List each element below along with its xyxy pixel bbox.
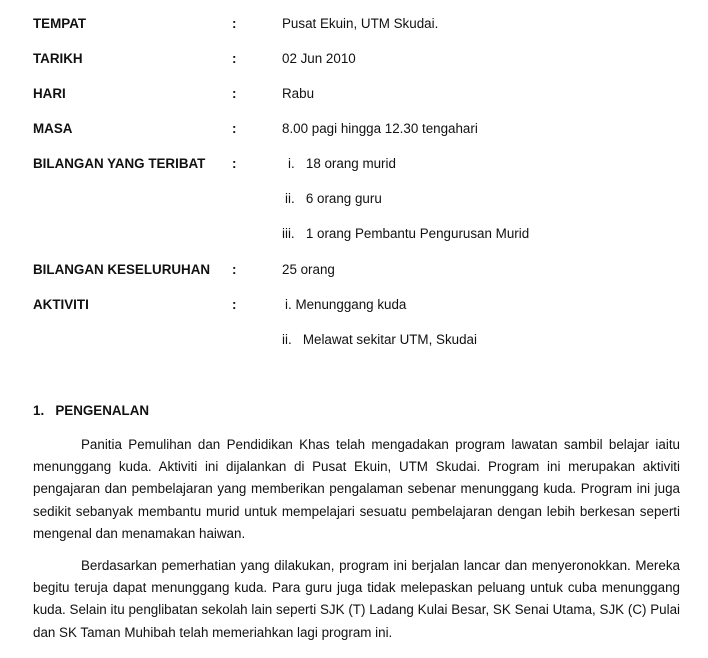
- list-number: ii.: [282, 332, 292, 347]
- list-number: i.: [288, 156, 295, 171]
- colon: :: [232, 156, 237, 171]
- row-bilangan-terlibat: [0, 154, 708, 174]
- colon: :: [232, 297, 237, 312]
- value-tarikh: 02 Jun 2010: [282, 51, 356, 66]
- list-item: [288, 154, 396, 174]
- paragraph: Berdasarkan pemerhatian yang dilakukan, program ini berjalan lancar dan menyeronokkan. Mereka begitu teruja dapat menunggang kuda. Para guru juga tidak melepaskan peluang untuk cuba menunggang kuda. Selain itu penglibatan sekolah lain seperti SJK (T) Ladang Kulai Besar, SK Senai Utama, SJK (C) Pulai dan SK Taman Muhibah telah memeriahkan lagi program ini.: [33, 558, 680, 640]
- list-text: 1 orang Pembantu Pengurusan Murid: [305, 226, 530, 241]
- list-text: Melawat sekitar UTM, Skudai: [302, 332, 477, 347]
- list-number: ii.: [285, 191, 295, 206]
- label-bilangan-terlibat: BILANGAN YANG TERIBAT: [33, 156, 206, 171]
- list-text: 6 orang guru: [305, 191, 382, 206]
- list-number: i.: [285, 297, 292, 312]
- list-number: iii.: [282, 226, 295, 241]
- value-hari: Rabu: [282, 86, 315, 101]
- section-heading: 1. PENGENALAN: [33, 403, 150, 418]
- row-hari: [0, 84, 708, 104]
- row-masa: [0, 119, 708, 139]
- label-masa: MASA: [33, 121, 73, 136]
- label-tarikh: TARIKH: [33, 51, 83, 66]
- colon: :: [232, 121, 237, 136]
- list-item: [282, 224, 529, 244]
- list-item: [282, 330, 477, 350]
- row-bilangan-terlibat-3: [0, 224, 708, 244]
- row-aktiviti-2: [0, 330, 708, 350]
- list-item: [285, 295, 406, 315]
- list-text: 18 orang murid: [305, 156, 396, 171]
- colon: :: [232, 262, 237, 277]
- value-masa: 8.00 pagi hingga 12.30 tengahari: [282, 121, 478, 136]
- colon: :: [232, 51, 237, 66]
- paragraph: Panitia Pemulihan dan Pendidikan Khas telah mengadakan program lawatan sambil belajar iaitu menunggang kuda. Aktiviti ini dijalankan di Pusat Ekuin, UTM Skudai. Program ini merupakan aktiviti pengajaran dan pembelajaran yang memberikan pengalaman sebenar menunggang kuda. Program ini juga sedikit sebanyak membantu murid untuk mempelajari sesuatu pembelajaran dengan lebih berkesan seperti mengenal dan menamakan haiwan.: [33, 437, 680, 541]
- row-aktiviti: [0, 295, 708, 315]
- label-aktiviti: AKTIVITI: [33, 297, 89, 312]
- row-tempat: [0, 14, 708, 34]
- colon: :: [232, 16, 237, 31]
- label-hari: HARI: [33, 86, 66, 101]
- list-item: [285, 189, 382, 209]
- value-tempat: Pusat Ekuin, UTM Skudai.: [282, 16, 439, 31]
- value-bilangan-keseluruhan: 25 orang: [282, 262, 335, 277]
- row-bilangan-keseluruhan: [0, 260, 708, 280]
- row-tarikh: [0, 49, 708, 69]
- label-bilangan-keseluruhan: BILANGAN KESELURUHAN: [33, 262, 211, 277]
- colon: :: [232, 86, 237, 101]
- list-text: Menunggang kuda: [295, 297, 407, 312]
- label-tempat: TEMPAT: [33, 16, 87, 31]
- row-bilangan-terlibat-2: [0, 189, 708, 209]
